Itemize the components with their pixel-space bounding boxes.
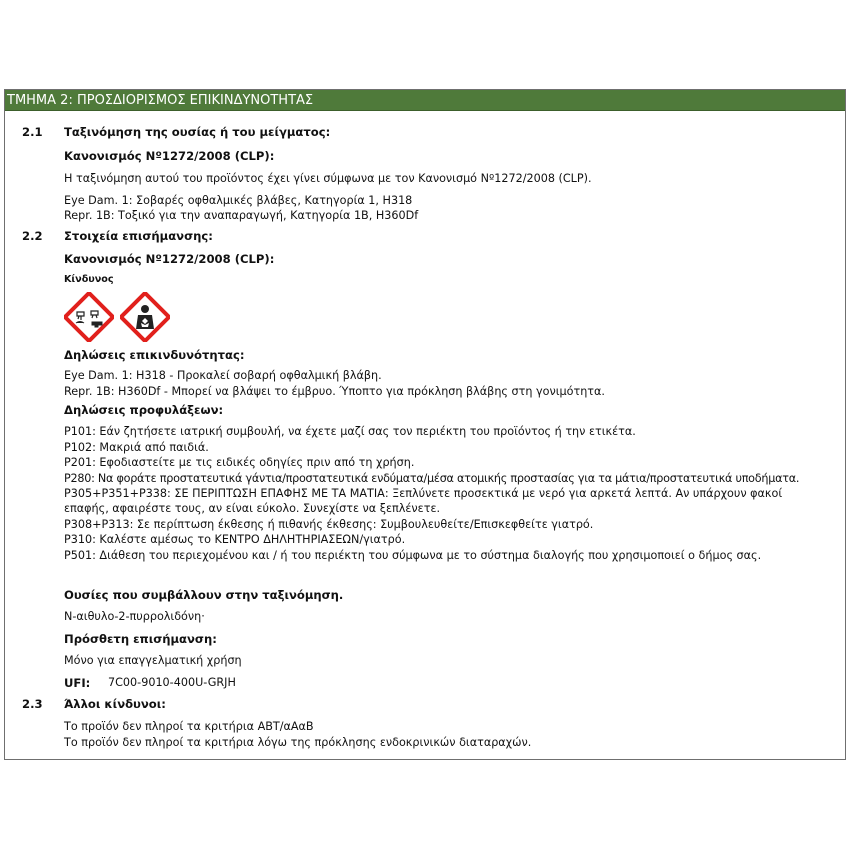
classification-line: Repr. 1B: Τοξικό για την αναπαραγωγή, Κατηγορία 1B, H360Df [64,209,419,222]
hazard-statements-heading: Δηλώσεις επικινδυνότητας: [64,348,245,362]
label-elements-heading: Στοιχεία επισήμανσης: [64,229,213,243]
precautionary-statement: επαφής, αφαιρέστε τους, αν είναι εύκολο. Συνεχίστε να ξεπλένετε. [64,502,441,515]
precautionary-statement: P501: Διάθεση του περιεχομένου και / ή του περιέκτη του σύμφωνα με το σύστημα διαλογής που χρησιμοποιεί ο δήμος σας. [64,549,762,562]
section-number-2-1: 2.1 [22,125,43,139]
health-hazard-pictogram [120,292,170,342]
classification-line: Eye Dam. 1: Σοβαρές οφθαλμικές βλάβες, Κατηγορία 1, H318 [64,194,413,207]
hazard-statement: Eye Dam. 1: H318 - Προκαλεί σοβαρή οφθαλμική βλάβη. [64,369,382,382]
ufi-value: 7C00-9010-400U-GRJH [108,676,236,689]
section-number-2-2: 2.2 [22,229,43,243]
contributing-substances-heading: Ουσίες που συμβάλλουν στην ταξινόμηση. [64,588,344,602]
classification-description: Η ταξινόμηση αυτού του προϊόντος έχει γίνει σύμφωνα με τον Κανονισμό Nº1272/2008 (CLP). [64,172,592,185]
additional-labelling-heading: Πρόσθετη επισήμανση: [64,632,217,646]
regulation-heading-2-1: Κανονισμός Nº1272/2008 (CLP): [64,149,275,163]
other-hazards-line: Το προϊόν δεν πληροί τα κριτήρια λόγω της πρόκλησης ενδοκρινικών διαταραχών. [64,736,532,749]
corrosion-pictogram [64,292,114,342]
additional-labelling: Μόνο για επαγγελματική χρήση [64,654,242,667]
precautionary-statement: P201: Εφοδιαστείτε με τις ειδικές οδηγίες πριν από τη χρήση. [64,456,415,469]
contributing-substance: N-αιθυλο-2-πυρρολιδόνη· [64,610,205,623]
other-hazards-line: Το προϊόν δεν πληροί τα κριτήρια ΑΒΤ/αΑαΒ [64,720,314,733]
precautionary-statement: P308+P313: Σε περίπτωση έκθεσης ή πιθανής έκθεσης: Συμβουλευθείτε/Επισκεφθείτε γιατρό. [64,518,594,531]
precautionary-statement: P305+P351+P338: ΣΕ ΠΕΡΙΠΤΩΣΗ ΕΠΑΦΗΣ ΜΕ ΤΑ ΜΑΤΙΑ: Ξεπλύνετε προσεκτικά με νερό για αρκετά λεπτά. Αν υπάρχουν φακοί [64,487,783,500]
precautionary-statements-heading: Δηλώσεις προφυλάξεων: [64,403,224,417]
regulation-heading-2-2: Κανονισμός Nº1272/2008 (CLP): [64,252,275,266]
classification-heading: Ταξινόμηση της ουσίας ή του μείγματος: [64,125,331,139]
other-hazards-heading: Άλλοι κίνδυνοι: [64,697,166,711]
precautionary-statement: P310: Καλέστε αμέσως το ΚΕΝΤΡΟ ΔΗΛΗΤΗΡΙΑΣΕΩΝ/γιατρό. [64,533,406,546]
hazard-statement: Repr. 1B: H360Df - Μπορεί να βλάψει το έμβρυο. Ύποπτο για πρόκληση βλάβης στη γονιμότητα. [64,385,605,398]
precautionary-statement: P102: Μακριά από παιδιά. [64,441,209,454]
precautionary-statement: P101: Εάν ζητήσετε ιατρική συμβουλή, να έχετε μαζί σας τον περιέκτη του προϊόντος ή την ετικέτα. [64,425,636,438]
section-header: ΤΜΗΜΑ 2: ΠΡΟΣΔΙΟΡΙΣΜΟΣ ΕΠΙΚΙΝΔΥΝΟΤΗΤΑΣ [5,90,845,111]
ufi-label: UFI: [64,676,91,690]
section-number-2-3: 2.3 [22,697,43,711]
signal-word: Κίνδυνος [64,274,114,285]
precautionary-statement: P280: Να φοράτε προστατευτικά γάντια/προστατευτικά ενδύματα/μέσα ατομικής προστασίας για τα μάτια/προστατευτικά υποδήματα. [64,472,800,485]
